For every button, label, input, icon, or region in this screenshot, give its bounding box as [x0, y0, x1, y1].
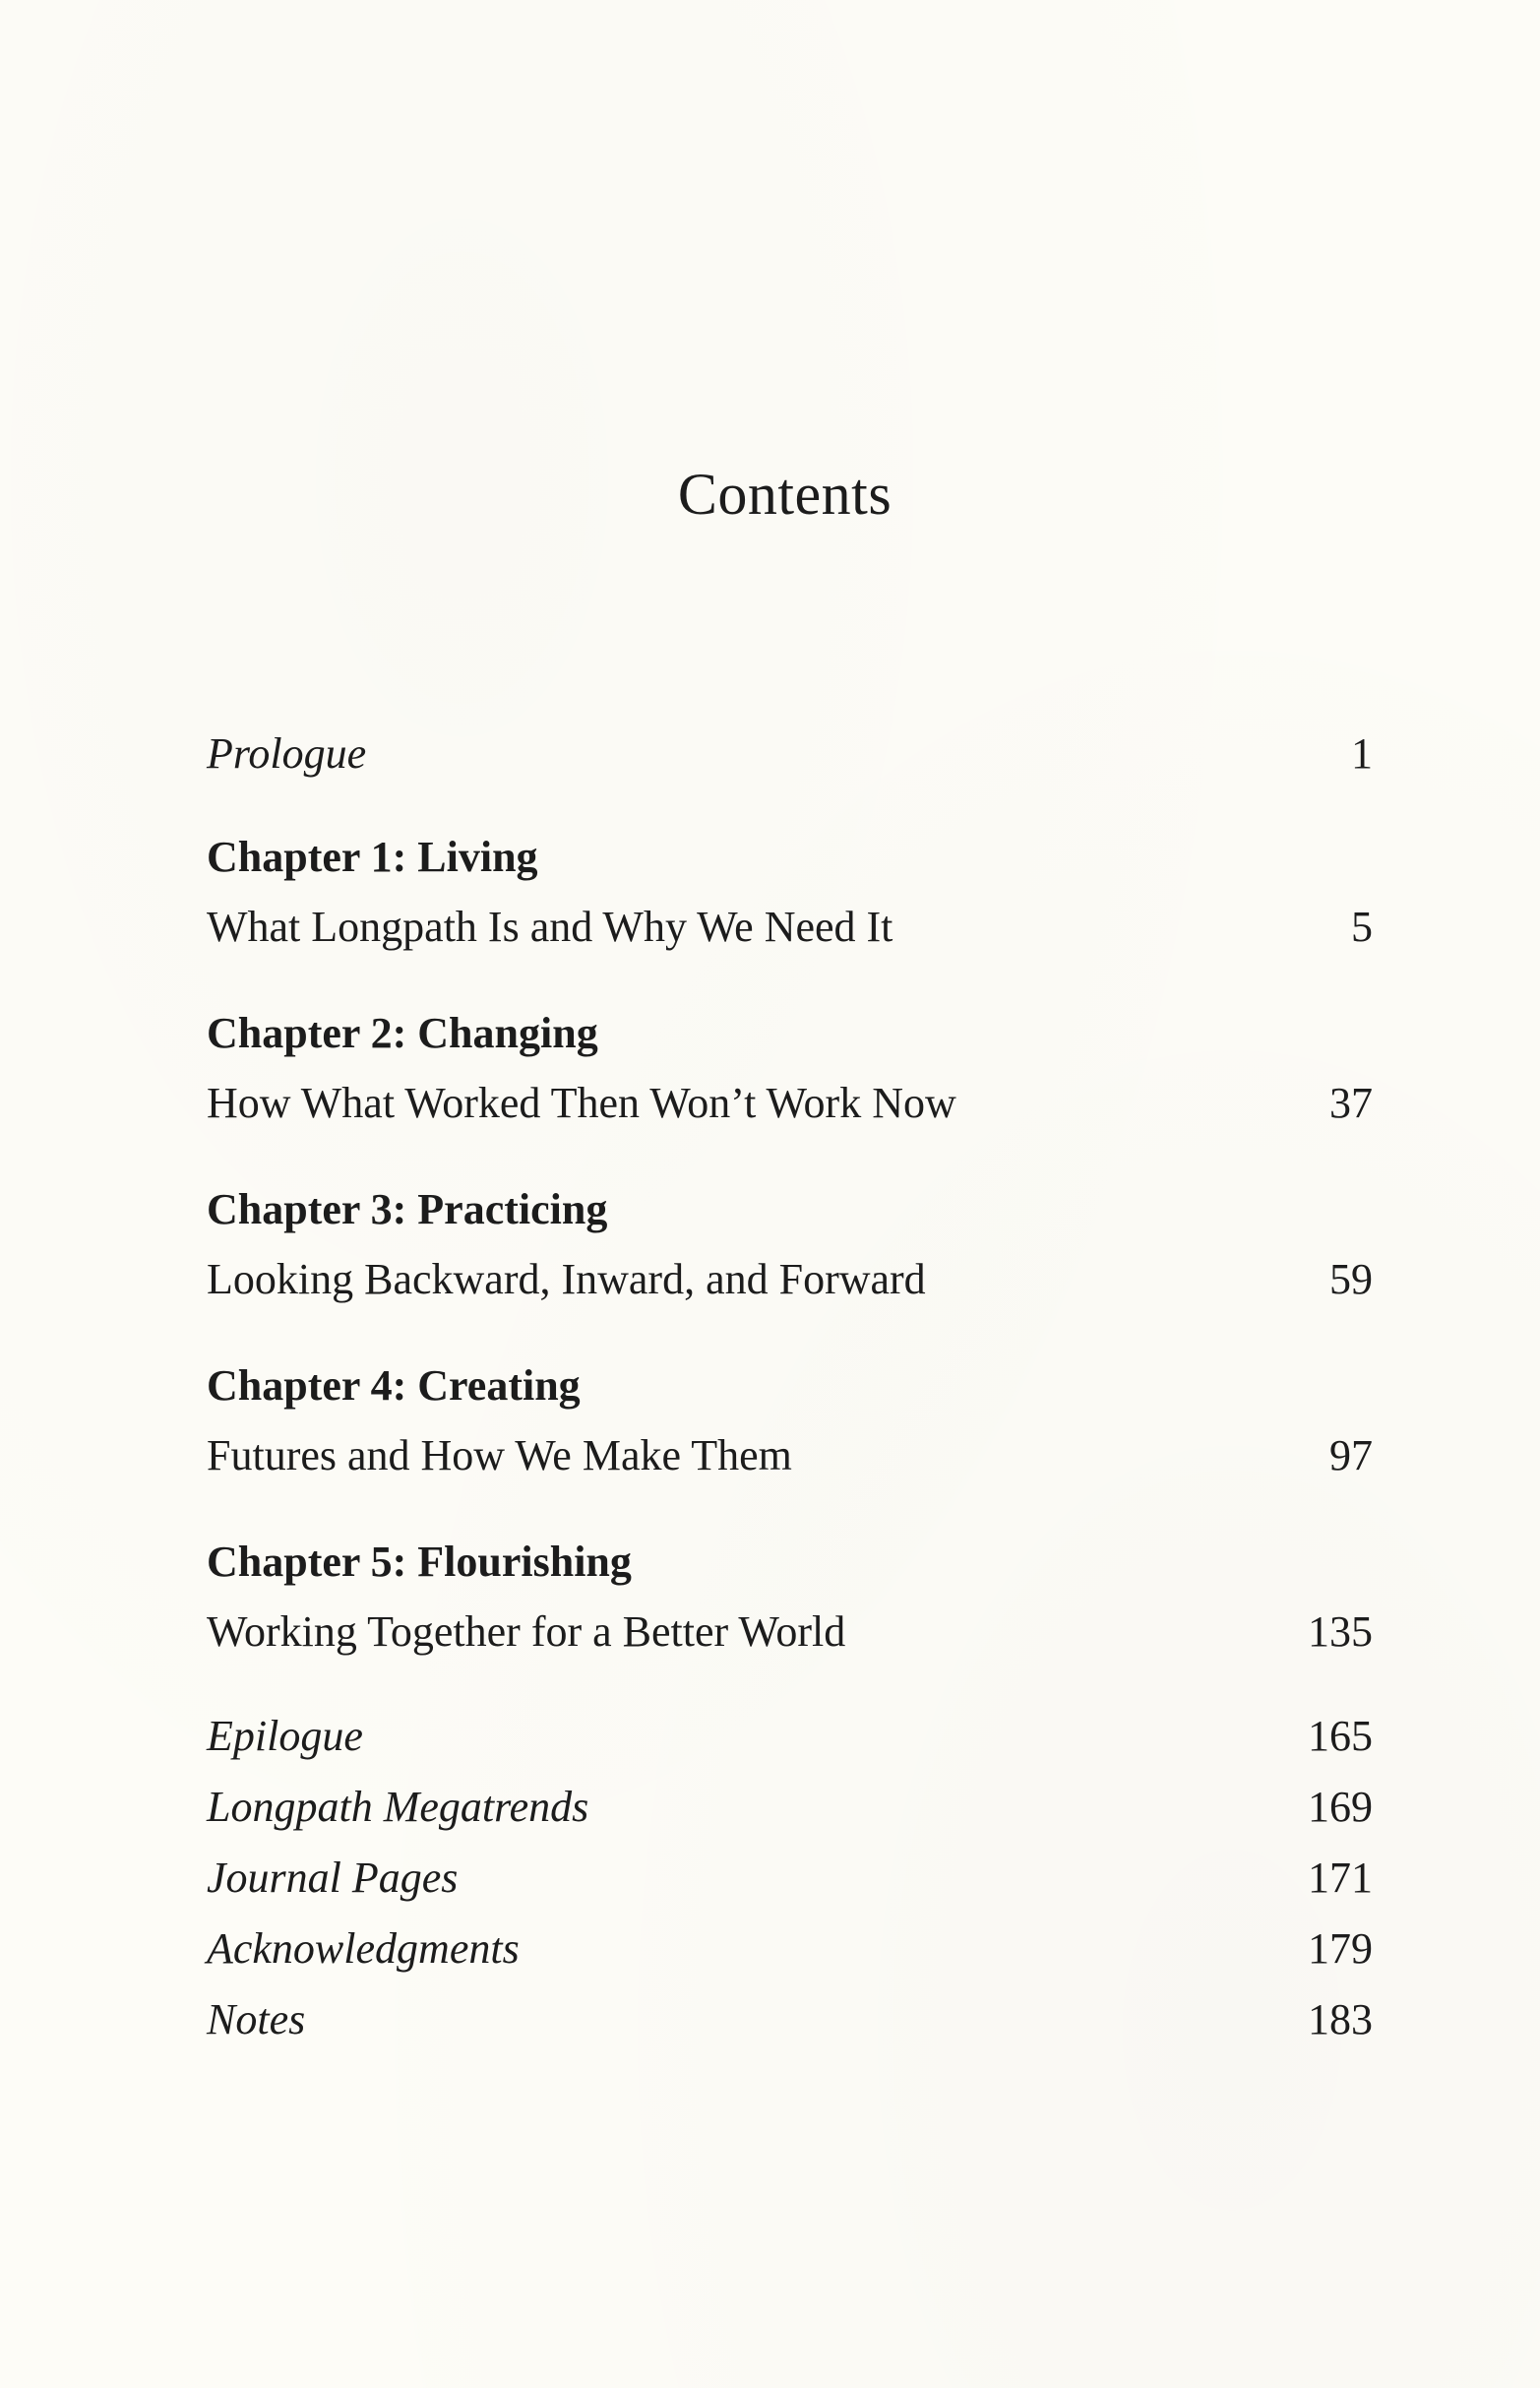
chapter-heading: Chapter 3: Practicing — [207, 1185, 608, 1233]
entry-page-number: 179 — [1308, 1924, 1373, 1973]
chapter-heading: Chapter 2: Changing — [207, 1009, 598, 1057]
chapter-4-heading[interactable] — [207, 1351, 1373, 1420]
entry-page-number: 165 — [1308, 1712, 1373, 1760]
toc-entry-acknowledgments[interactable] — [207, 1914, 1373, 1984]
entry-label: Journal Pages — [207, 1854, 459, 1902]
entry-page-number: 183 — [1308, 1995, 1373, 2043]
chapter-subtitle: Working Together for a Better World — [207, 1607, 846, 1656]
entry-page-number: 37 — [1329, 1079, 1373, 1127]
entry-page-number: 169 — [1308, 1783, 1373, 1831]
chapter-heading: Chapter 4: Creating — [207, 1361, 581, 1410]
table-of-contents — [207, 719, 1373, 2055]
entry-label: Epilogue — [207, 1712, 363, 1760]
chapter-4-subtitle-row[interactable] — [207, 1420, 1373, 1491]
toc-entry-notes[interactable] — [207, 1984, 1373, 2055]
contents-title: Contents — [677, 462, 893, 527]
chapter-subtitle: Looking Backward, Inward, and Forward — [207, 1255, 926, 1303]
toc-entry-prologue[interactable] — [207, 719, 1373, 789]
entry-page-number: 1 — [1351, 729, 1373, 778]
chapter-heading: Chapter 1: Living — [207, 833, 538, 881]
toc-entry-longpath-megatrends[interactable] — [207, 1772, 1373, 1843]
chapter-subtitle: What Longpath Is and Why We Need It — [207, 903, 893, 951]
entry-page-number: 5 — [1351, 903, 1373, 951]
toc-entry-journal-pages[interactable] — [207, 1843, 1373, 1914]
chapter-5-heading[interactable] — [207, 1528, 1373, 1597]
chapter-subtitle: Futures and How We Make Them — [207, 1431, 792, 1479]
chapter-3-subtitle-row[interactable] — [207, 1244, 1373, 1315]
entry-page-number: 171 — [1308, 1854, 1373, 1902]
chapter-subtitle: How What Worked Then Won’t Work Now — [207, 1079, 956, 1127]
chapter-2-subtitle-row[interactable] — [207, 1068, 1373, 1139]
entry-page-number: 135 — [1308, 1607, 1373, 1656]
entry-label: Acknowledgments — [207, 1924, 520, 1973]
entry-label: Notes — [207, 1995, 306, 2043]
chapter-1-subtitle-row[interactable] — [207, 892, 1373, 963]
chapter-5-subtitle-row[interactable] — [207, 1597, 1373, 1667]
chapter-3-heading[interactable] — [207, 1175, 1373, 1244]
entry-page-number: 97 — [1329, 1431, 1373, 1479]
entry-label: Prologue — [207, 729, 367, 778]
entry-label: Longpath Megatrends — [207, 1783, 589, 1831]
toc-entry-epilogue[interactable] — [207, 1701, 1373, 1772]
chapter-2-heading[interactable] — [207, 999, 1373, 1068]
chapter-heading: Chapter 5: Flourishing — [207, 1538, 632, 1586]
chapter-1-heading[interactable] — [207, 823, 1373, 892]
entry-page-number: 59 — [1329, 1255, 1373, 1303]
